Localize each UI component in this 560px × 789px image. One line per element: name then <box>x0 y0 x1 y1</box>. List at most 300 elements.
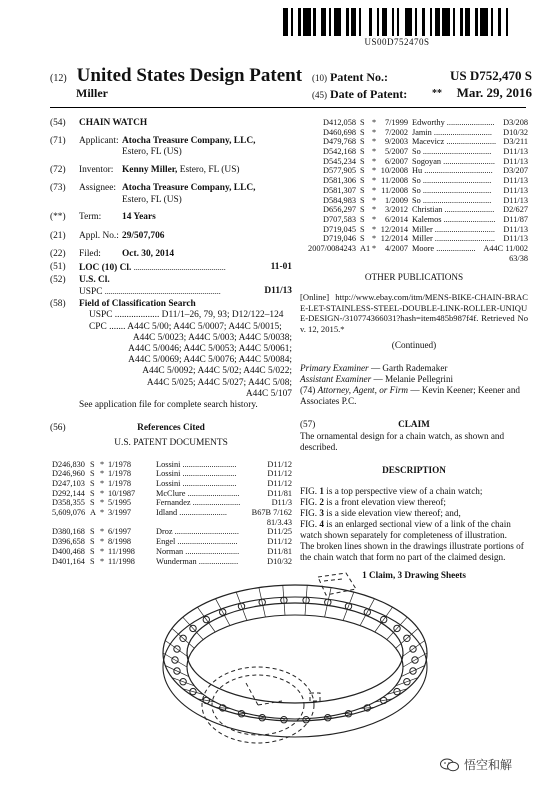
reference-row <box>52 518 292 528</box>
chain-watch-drawing <box>150 555 440 770</box>
reference-cell: D719,045 <box>323 224 356 234</box>
reference-cell: S <box>90 488 95 498</box>
reference-cell: S <box>90 469 95 479</box>
figure-description <box>300 497 528 508</box>
reference-cell: Wunderman ................... <box>156 556 239 566</box>
term-stars: ** <box>432 88 442 99</box>
field-applicant <box>50 136 292 158</box>
reference-cell: S <box>360 185 365 195</box>
reference-cell: 12/2014 <box>380 234 408 244</box>
reference-cell: 6/2014 <box>384 214 408 224</box>
reference-row <box>52 527 292 537</box>
reference-cell: 81/3.43 <box>266 517 292 527</box>
reference-cell: Hu ................................. <box>412 166 493 176</box>
reference-cell: 1/1978 <box>108 479 132 489</box>
reference-cell: D11/13 <box>503 234 528 244</box>
attorney-name: — Kevin Keener; Keener and Associates P.C. <box>300 384 521 406</box>
barcode-bar <box>480 8 488 36</box>
reference-cell: * <box>372 214 377 224</box>
figure-text: is a top perspective view of a chain watch; <box>324 485 483 496</box>
figure-text: FIG. <box>300 518 320 529</box>
field-label: LOC (10) Cl. <box>79 263 132 274</box>
broken-lines-note: The broken lines shown in the drawings illustrate portions of the chain watch that form no part of the claimed design. <box>300 540 524 562</box>
reference-cell: 11/1998 <box>108 556 135 566</box>
reference-row <box>52 469 292 479</box>
claim-code: (57) <box>300 418 316 429</box>
chain-link-plate <box>198 607 216 632</box>
appl-no-value: 29/507,706 <box>122 230 165 241</box>
reference-cell: * <box>100 556 105 566</box>
chain-link-plate <box>375 607 393 632</box>
chain-link-plate <box>401 666 425 677</box>
field-term <box>50 212 292 223</box>
figure-text: is an enlarged sectional view of a link of the chain watch shown separately for completeness of illustration. <box>300 518 511 540</box>
reference-cell: 63/38 <box>509 253 528 263</box>
barcode-gap <box>508 8 511 36</box>
reference-cell: D11/81 <box>267 488 292 498</box>
reference-cell: D11/13 <box>503 176 528 186</box>
right-column <box>300 118 528 581</box>
watermark-text: 悟空和解 <box>464 758 513 772</box>
reference-cell: D545,234 <box>323 156 356 166</box>
reference-cell: S <box>360 166 365 176</box>
reference-cell: 11/1998 <box>108 546 135 556</box>
field-code: (71) <box>50 136 66 147</box>
reference-row <box>300 157 528 167</box>
barcode-bar <box>334 8 342 36</box>
figure-number: 1 <box>319 485 324 496</box>
claims-summary: 1 Claim, 3 Drawing Sheets <box>362 569 466 580</box>
reference-cell: Macevicz ........................ <box>412 137 497 147</box>
chain-link-plate <box>165 666 189 677</box>
reference-cell: D11/12 <box>267 459 292 469</box>
reference-cell: * <box>372 156 377 166</box>
attorney-code: (74) <box>300 384 316 395</box>
reference-cell: S <box>90 556 95 566</box>
reference-cell: * <box>100 508 105 518</box>
reference-row <box>300 234 528 244</box>
reference-cell: D246,960 <box>52 469 85 479</box>
reference-cell: * <box>100 537 105 547</box>
primary-examiner <box>300 363 528 374</box>
right-references-list <box>300 118 528 263</box>
reference-cell: 3/2012 <box>384 205 408 215</box>
field-assignee <box>50 183 292 205</box>
uspc-label: USPC <box>79 287 103 298</box>
reference-row <box>300 244 528 254</box>
reference-cell: S <box>360 224 365 234</box>
search-cpc: CPC ....... A44C 5/00; A44C 5/0007; A44C 5/0015; <box>89 321 282 332</box>
reference-cell: D577,905 <box>323 166 356 176</box>
patent-number-label: Patent No.: <box>330 70 388 84</box>
patent-header-left <box>50 65 302 87</box>
chain-link-plate <box>305 585 307 615</box>
field-label: Field of Classification Search <box>79 299 196 310</box>
loc-value: 11-01 <box>270 262 292 273</box>
field-label: Term: <box>79 212 102 223</box>
reference-cell: D396,658 <box>52 537 85 547</box>
reference-cell: D542,168 <box>323 147 356 157</box>
reference-row <box>52 489 292 499</box>
field-code: (21) <box>50 230 66 241</box>
chain-link-plate <box>401 641 425 658</box>
reference-cell: * <box>372 185 377 195</box>
search-cpc-line: A44C 5/0069; A44C 5/0076; A44C 5/0084; <box>128 355 292 366</box>
reference-cell: * <box>372 176 377 186</box>
reference-cell: D247,103 <box>52 479 85 489</box>
reference-cell: D292,144 <box>52 488 85 498</box>
filed-value: Oct. 30, 2014 <box>122 248 175 259</box>
reference-cell: * <box>100 459 105 469</box>
reference-cell: * <box>372 166 377 176</box>
reference-cell: * <box>372 195 377 205</box>
search-cpc-line: A44C 5/0046; A44C 5/0053; A44C 5/0061; <box>128 344 292 355</box>
reference-cell: Sogoyan ......................... <box>412 156 495 166</box>
figure-text: is a side elevation view thereof; and, <box>324 507 461 518</box>
figure-number: 4 <box>319 518 324 529</box>
reference-cell: 10/1987 <box>108 488 136 498</box>
primary-examiner-label: Primary Examiner <box>300 362 369 373</box>
figure-description <box>300 508 528 519</box>
barcode-bar <box>405 8 413 36</box>
barcode-bar <box>442 8 450 36</box>
reference-cell: 7/2002 <box>384 127 408 137</box>
reference-cell: D358,355 <box>52 498 85 508</box>
reference-cell: D10/32 <box>267 556 292 566</box>
search-note: See application file for complete search history. <box>79 400 258 411</box>
reference-cell: D460,698 <box>323 127 356 137</box>
reference-cell: 1/1978 <box>108 459 132 469</box>
reference-cell: A44C 11/002 <box>483 243 528 253</box>
watermark <box>440 756 512 773</box>
reference-cell: Jamin ............................ <box>412 127 492 137</box>
field-code: (73) <box>50 183 66 194</box>
reference-cell: 1/2009 <box>384 195 408 205</box>
reference-cell: S <box>360 176 365 186</box>
reference-cell: S <box>360 156 365 166</box>
header-code-12: (12) <box>50 73 67 84</box>
reference-cell: Miller ............................. <box>412 224 495 234</box>
reference-cell: D3/207 <box>503 166 528 176</box>
clasp <box>318 573 356 595</box>
claim-text: The ornamental design for a chain watch, as shown and described. <box>300 430 505 452</box>
reference-cell: Lossini .......................... <box>156 469 237 479</box>
reference-cell: D719,046 <box>323 234 356 244</box>
reference-cell: 6/1997 <box>108 527 132 537</box>
figure-description <box>300 519 528 541</box>
description-heading: DESCRIPTION <box>382 464 446 475</box>
chain-link-plate <box>325 588 332 617</box>
reference-cell: Kalemos ......................... <box>412 214 496 224</box>
figure-text: FIG. <box>300 507 320 518</box>
inventor-location: Estero, FL (US) <box>179 165 240 176</box>
reference-cell: S <box>360 137 365 147</box>
barcode-gap <box>361 8 369 36</box>
header-code-10: (10) <box>312 73 327 83</box>
patent-type-title: United States Design Patent <box>76 65 303 86</box>
reference-cell: * <box>100 488 105 498</box>
chain-link-plate <box>360 599 374 626</box>
reference-cell: Norman .......................... <box>156 546 240 556</box>
reference-cell: 5,609,076 <box>52 508 86 518</box>
dot-leader: .......................................................... <box>104 287 221 297</box>
field-code: (56) <box>50 423 66 434</box>
reference-cell: * <box>372 234 377 244</box>
reference-row <box>52 498 292 508</box>
reference-row <box>300 118 528 128</box>
reference-cell: D246,830 <box>52 459 85 469</box>
reference-cell: 12/2014 <box>380 224 408 234</box>
chain-link-plate <box>259 588 266 617</box>
field-search <box>50 299 292 411</box>
reference-cell: D400,468 <box>52 546 85 556</box>
reference-cell: 1/1978 <box>108 469 132 479</box>
reference-cell: S <box>90 546 95 556</box>
figure-number: 3 <box>319 507 324 518</box>
reference-row <box>52 508 292 518</box>
patent-date: Mar. 29, 2016 <box>456 85 532 100</box>
reference-cell: 5/2007 <box>384 147 408 157</box>
field-label: Assignee: <box>79 183 116 194</box>
reference-cell: S <box>360 214 365 224</box>
search-uspc: USPC ................... D11/1–26, 79, 93; D12/122–124 <box>89 310 284 321</box>
field-code: (**) <box>50 212 66 223</box>
reference-cell: * <box>100 479 105 489</box>
field-code: (52) <box>50 275 66 286</box>
reference-cell: 6/2007 <box>384 156 408 166</box>
reference-cell: S <box>90 498 95 508</box>
reference-row <box>300 205 528 215</box>
chain-link-plate <box>403 653 427 667</box>
reference-row <box>52 537 292 547</box>
reference-row <box>300 186 528 196</box>
reference-cell: S <box>90 527 95 537</box>
reference-cell: D11/87 <box>503 214 528 224</box>
reference-cell: Idland ....................... <box>156 508 227 518</box>
reference-cell: D11/12 <box>267 537 292 547</box>
applicant-name: Atocha Treasure Company, LLC, <box>122 136 256 147</box>
reference-cell: D2/627 <box>503 205 528 215</box>
figure-description <box>300 486 528 497</box>
field-inventor <box>50 165 292 176</box>
reference-cell: S <box>360 234 365 244</box>
reference-cell: Miller ............................. <box>412 234 495 244</box>
reference-cell: D11/13 <box>503 224 528 234</box>
reference-cell: * <box>372 137 377 147</box>
reference-cell: D581,307 <box>323 185 356 195</box>
reference-cell: D581,306 <box>323 176 356 186</box>
reference-cell: 11/2008 <box>381 185 408 195</box>
reference-cell: * <box>372 205 377 215</box>
reference-cell: A <box>90 508 96 518</box>
reference-cell: Engel ............................. <box>156 537 238 547</box>
reference-cell: 11/2008 <box>381 176 408 186</box>
publication-number: US00D752470S <box>364 37 430 47</box>
reference-cell: S <box>360 195 365 205</box>
reference-cell: D3/211 <box>503 137 528 147</box>
reference-row <box>300 147 528 157</box>
reference-cell: 10/2008 <box>380 166 408 176</box>
claim-heading: CLAIM <box>398 418 430 429</box>
reference-cell: D11/25 <box>267 527 292 537</box>
reference-cell: D584,983 <box>323 195 356 205</box>
reference-cell: S <box>90 479 95 489</box>
figure-text: FIG. <box>300 485 320 496</box>
field-loc <box>50 262 292 273</box>
other-publications-heading: OTHER PUBLICATIONS <box>364 272 464 283</box>
reference-cell: Edworthy ....................... <box>412 118 495 127</box>
reference-cell: A1 <box>360 243 371 253</box>
reference-row <box>300 176 528 186</box>
chain-link-plate <box>163 653 187 667</box>
reference-cell: D11/3 <box>271 498 292 508</box>
applicant-location: Estero, FL (US) <box>122 147 182 158</box>
field-filed <box>50 249 292 260</box>
reference-row <box>300 166 528 176</box>
figure-list <box>300 486 528 541</box>
left-column <box>50 118 292 566</box>
chain-band <box>163 585 427 737</box>
inventor-surname: Miller <box>76 86 108 100</box>
reference-cell: S <box>360 205 365 215</box>
reference-cell: D11/13 <box>503 147 528 157</box>
figure-text: FIG. <box>300 496 320 507</box>
reference-cell: D11/81 <box>267 546 292 556</box>
reference-cell: * <box>372 147 377 157</box>
left-references-list <box>52 460 292 567</box>
search-cpc-line: A44C 5/107 <box>245 388 292 399</box>
reference-cell: * <box>100 498 105 508</box>
claim-section <box>300 419 528 453</box>
reference-cell: B67B 7/162 <box>251 508 292 518</box>
attorney <box>300 385 528 407</box>
reference-cell: So ................................. <box>412 176 492 186</box>
chain-link-plate <box>216 599 230 626</box>
header-code-45: (45) <box>312 90 327 100</box>
reference-cell: * <box>372 224 377 234</box>
search-cpc-line: A44C 5/025; A44C 5/027; A44C 5/08; <box>146 377 292 388</box>
field-label: Appl. No.: <box>79 230 119 241</box>
wechat-icon <box>440 758 460 772</box>
search-cpc-line: A44C 5/0092; A44C 5/02; A44C 5/022; <box>142 366 292 377</box>
reference-cell: * <box>372 243 377 253</box>
reference-cell: D11/13 <box>503 156 528 166</box>
reference-cell: Lossini .......................... <box>156 479 237 489</box>
term-value: 14 Years <box>122 212 156 223</box>
assistant-examiner-name: — Melanie Pellegrini <box>371 373 454 384</box>
patent-number: US D752,470 S <box>450 68 532 83</box>
patent-date-label: Date of Patent: <box>330 87 408 101</box>
reference-cell: 9/2003 <box>384 137 408 147</box>
assignee-location: Estero, FL (US) <box>122 194 182 205</box>
reference-row <box>300 215 528 225</box>
reference-cell: D3/208 <box>503 118 528 127</box>
search-cpc-line: A44C 5/0023; A44C 5/003; A44C 5/0038; <box>132 332 292 343</box>
patent-header-right <box>312 70 532 104</box>
reference-cell: D479,768 <box>323 137 356 147</box>
inventor-name: Kenny Miller, <box>122 165 178 176</box>
field-label: Inventor: <box>79 165 114 176</box>
reference-cell: So ................................. <box>412 185 492 195</box>
reference-cell: D11/12 <box>267 479 292 489</box>
reference-cell: D401,164 <box>52 556 85 566</box>
reference-cell: 7/1999 <box>384 118 408 127</box>
field-code: (51) <box>50 262 66 273</box>
field-us-cl <box>50 275 292 297</box>
reference-cell: 3/1997 <box>108 508 132 518</box>
reference-cell: * <box>100 469 105 479</box>
reference-cell: Fernandez ....................... <box>156 498 241 508</box>
reference-cell: Lossini .......................... <box>156 459 237 469</box>
reference-cell: Christian ........................ <box>412 205 495 215</box>
reference-cell: So ................................. <box>412 195 492 205</box>
reference-cell: McClure ......................... <box>156 488 240 498</box>
reference-cell: S <box>360 127 365 137</box>
figure-text: is a front elevation view thereof; <box>324 496 446 507</box>
figure-number: 2 <box>319 496 324 507</box>
reference-row <box>52 479 292 489</box>
references-heading: References Cited <box>137 423 205 434</box>
reference-row <box>300 225 528 235</box>
other-publications-text: [Online] http://www.ebay.com/itm/MENS-BIKE-CHAIN-BRACE-LET-STAINLESS-STEEL-DOUBLE-LINK-ROLLER-UNIQUE-DESIGN-/310774366031?hash=item485b987f4f. Retrieved Nov. 12, 2015.* <box>300 292 528 334</box>
field-label: Filed: <box>79 248 101 259</box>
field-title <box>50 118 292 129</box>
reference-cell: D10/32 <box>503 127 528 137</box>
reference-cell: * <box>372 118 377 127</box>
field-appl-no <box>50 231 292 242</box>
reference-row <box>300 254 528 264</box>
field-label: Applicant: <box>79 136 119 147</box>
reference-cell: * <box>100 527 105 537</box>
assignee-name: Atocha Treasure Company, LLC, <box>122 183 256 194</box>
reference-cell: D707,583 <box>323 214 356 224</box>
assistant-examiner-label: Assistant Examiner <box>300 373 372 384</box>
patent-date-row <box>312 87 532 104</box>
field-code: (58) <box>50 299 66 310</box>
dot-leader: .............................................. <box>133 263 226 273</box>
reference-row <box>300 137 528 147</box>
reference-cell: 2007/0084243 <box>308 243 356 253</box>
reference-cell: So ................................. <box>412 147 492 157</box>
reference-cell: D11/12 <box>267 469 292 479</box>
reference-cell: S <box>360 118 365 127</box>
reference-cell: D656,297 <box>323 205 356 215</box>
assistant-examiner <box>300 374 528 385</box>
chain-link-plate <box>283 585 285 615</box>
reference-row <box>300 196 528 206</box>
reference-cell: 4/2007 <box>384 243 408 253</box>
reference-cell: * <box>100 546 105 556</box>
primary-examiner-name: — Garth Rademaker <box>368 362 448 373</box>
reference-cell: D11/13 <box>503 185 528 195</box>
reference-row <box>300 128 528 138</box>
reference-cell: S <box>90 537 95 547</box>
reference-cell: D380,168 <box>52 527 85 537</box>
reference-cell: 5/1995 <box>108 498 132 508</box>
reference-cell: * <box>372 127 377 137</box>
reference-cell: D412,058 <box>323 118 356 127</box>
reference-row <box>52 460 292 470</box>
watch-face <box>202 667 320 743</box>
field-code: (22) <box>50 248 66 259</box>
barcode-bar <box>303 8 311 36</box>
us-cl-value: D11/13 <box>264 286 292 297</box>
field-code: (54) <box>50 118 66 128</box>
references-subheading: U.S. PATENT DOCUMENTS <box>114 438 228 449</box>
field-code: (72) <box>50 165 66 176</box>
reference-cell: D11/13 <box>503 195 528 205</box>
reference-cell: Droz ............................... <box>156 527 239 537</box>
